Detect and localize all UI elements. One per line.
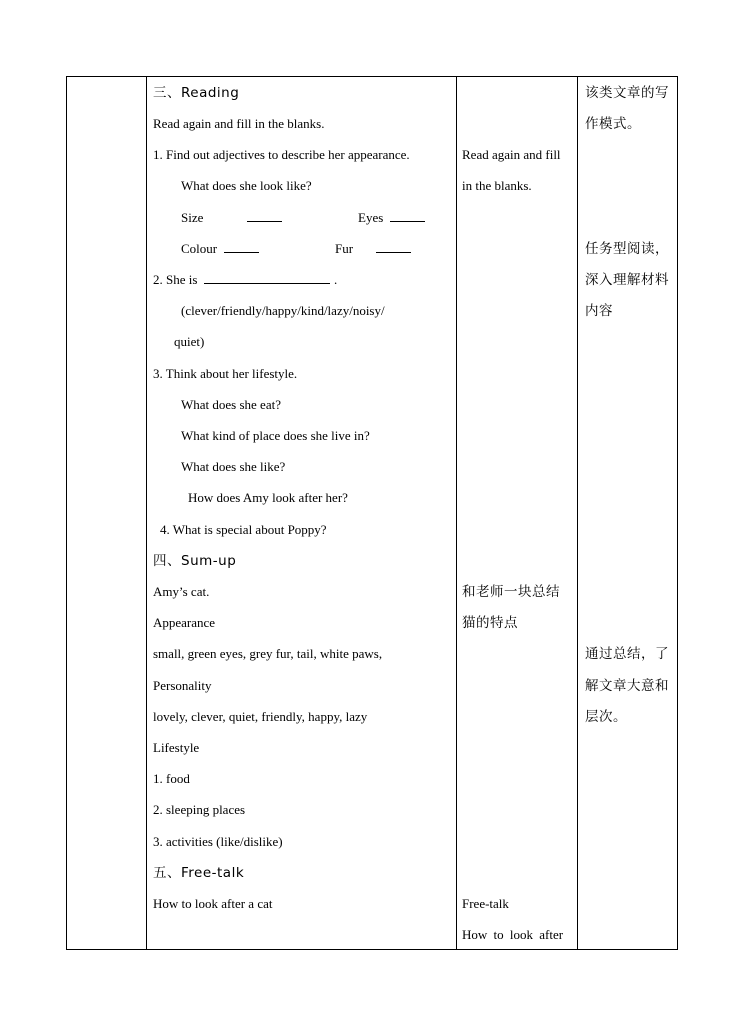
question-3-a: What does she eat? [181,397,281,412]
lifestyle-item-3: 3. activities (like/dislike) [153,834,283,849]
label-size: Size [181,210,204,225]
activity-2-line-2: 猫的特点 [462,615,518,631]
question-3-d: How does Amy look after her? [188,490,348,505]
question-2: 2. She is [153,272,198,287]
purpose-3-line-2: 解文章大意和 [585,678,669,694]
activity-3-line-2: How to look after [462,927,564,942]
question-2-options-cont: quiet) [174,334,205,349]
freetalk-question: How to look after a cat [153,896,273,911]
blank-size[interactable] [247,209,282,222]
purpose-column [578,77,678,949]
amys-cat: Amy’s cat. [153,584,210,599]
activity-3-line-1: Free-talk [462,896,509,911]
reading-instruction: Read again and fill in the blanks. [153,116,325,131]
question-2-options: (clever/friendly/happy/kind/lazy/noisy/ [181,303,385,318]
content-column [147,77,455,949]
lifestyle-heading: Lifestyle [153,740,200,755]
section-reading-title: 三、Reading [153,85,240,101]
question-1: 1. Find out adjectives to describe her appearance. [153,147,410,162]
section-sumup-title: 四、Sum-up [153,553,237,569]
label-fur: Fur [335,241,354,256]
activity-column [457,77,576,949]
blank-she-is[interactable] [204,271,330,284]
appearance-heading: Appearance [153,615,216,630]
purpose-3-line-1: 通过总结，了 [585,646,669,662]
question-4: 4. What is special about Poppy? [160,522,327,537]
blank-eyes[interactable] [390,209,425,222]
personality-words: lovely, clever, quiet, friendly, happy, lazy [153,709,368,724]
purpose-2-line-1: 任务型阅读， [585,241,669,257]
section-freetalk-title: 五、Free-talk [153,865,245,881]
activity-1-line-1: Read again and fill [462,147,561,162]
purpose-1-line-2: 作模式。 [585,116,641,132]
activity-1-line-2: in the blanks. [462,178,532,193]
blank-fur[interactable] [376,240,411,253]
appearance-words: small, green eyes, grey fur, tail, white paws, [153,646,383,661]
purpose-2-line-3: 内容 [585,303,613,319]
lifestyle-item-1: 1. food [153,771,190,786]
question-3: 3. Think about her lifestyle. [153,366,298,381]
lifestyle-item-2: 2. sleeping places [153,802,246,817]
label-eyes: Eyes [358,210,384,225]
purpose-3-line-3: 层次。 [585,709,627,725]
blank-colour[interactable] [224,240,259,253]
question-3-c: What does she like? [181,459,286,474]
purpose-2-line-2: 深入理解材料 [585,272,669,288]
question-3-b: What kind of place does she live in? [181,428,370,443]
question-1-sub: What does she look like? [181,178,312,193]
personality-heading: Personality [153,678,212,693]
lesson-table [66,76,678,950]
question-2-period: . [334,272,338,287]
activity-2-line-1: 和老师一块总结 [462,584,560,600]
label-colour: Colour [181,241,218,256]
purpose-1-line-1: 该类文章的写 [585,85,669,101]
